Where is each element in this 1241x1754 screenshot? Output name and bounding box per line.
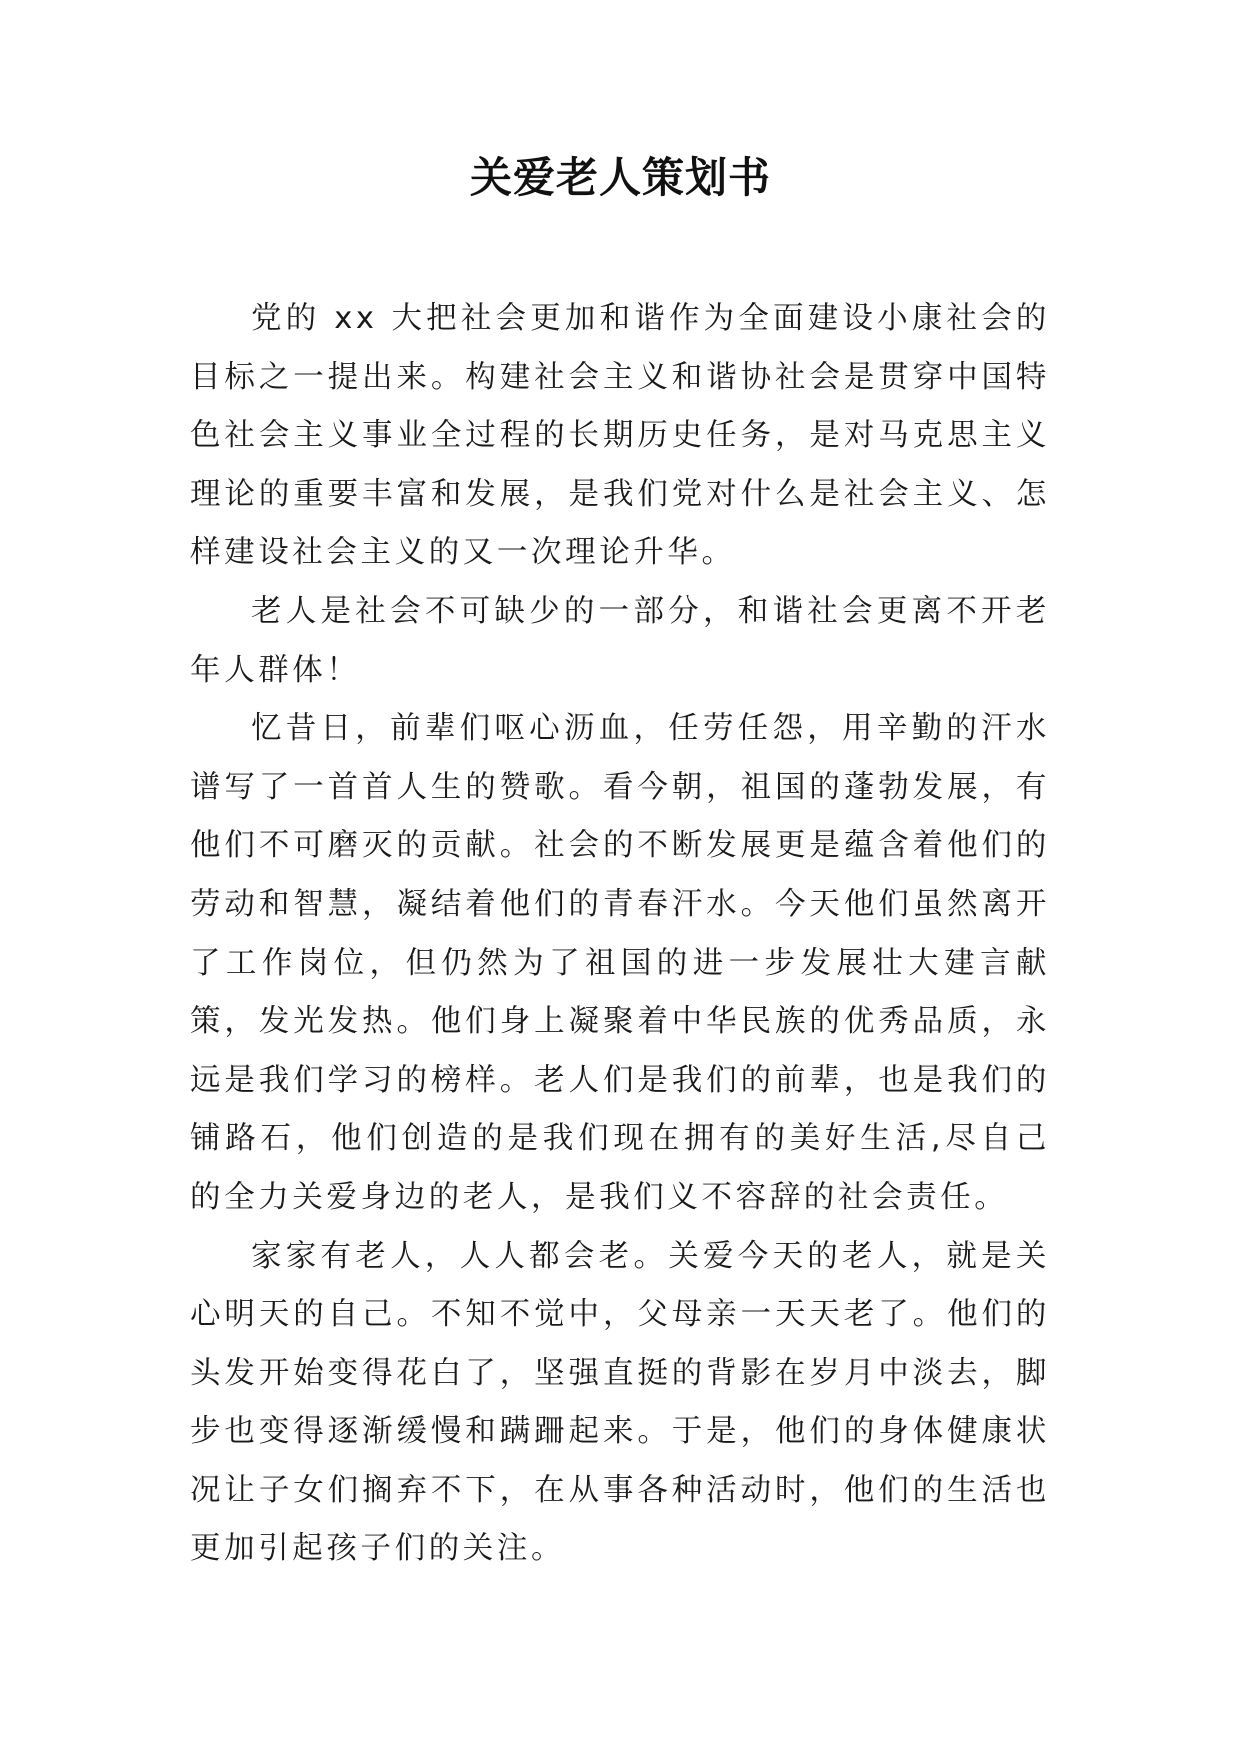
paragraph-1: 党的 xx 大把社会更加和谐作为全面建设小康社会的目标之一提出来。构建社会主义和谐协社会是贯穿中国特色社会主义事业全过程的长期历史任务，是对马克思主义理论的重要丰富和发展，是我们党对什么是社会主义、怎样建设社会主义的又一次理论升华。 (190, 301, 1050, 571)
paragraph-3: 忆昔日，前辈们呕心沥血，任劳任怨，用辛勤的汗水谱写了一首首人生的赞歌。看今朝，祖国的蓬勃发展，有他们不可磨灭的贡献。社会的不断发展更是蕴含着他们的劳动和智慧，凝结着他们的青春汗水。今天他们虽然离开了工作岗位，但仍然为了祖国的进一步发展壮大建言献策，发光发热。他们身上凝聚着中华民族的优秀品质，永远是我们学习的榜样。老人们是我们的前辈，也是我们的铺路石，他们创造的是我们现在拥有的美好生活,尽自己的全力关爱身边的老人，是我们义不容辞的社会责任。 (190, 711, 1050, 1215)
document-title: 关爱老人策划书 (469, 153, 771, 202)
document-body (190, 290, 1050, 1579)
paragraph-2: 老人是社会不可缺少的一部分，和谐社会更离不开老年人群体！ (190, 593, 1050, 688)
paragraph-4: 家家有老人，人人都会老。关爱今天的老人，就是关心明天的自己。不知不觉中，父母亲一天天老了。他们的头发开始变得花白了，坚强直挺的背影在岁月中淡去，脚步也变得逐渐缓慢和蹒跚起来。于是，他们的身体健康状况让子女们搁弃不下，在从事各种活动时，他们的生活也更加引起孩子们的关注。 (190, 1238, 1050, 1567)
